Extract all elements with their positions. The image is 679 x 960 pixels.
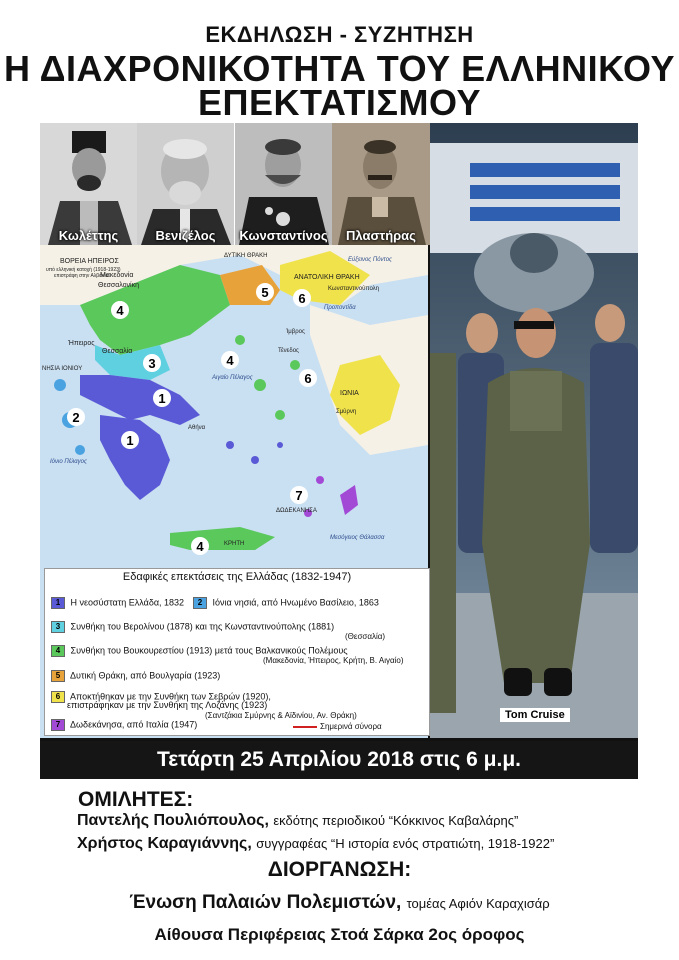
svg-text:7: 7	[295, 488, 303, 503]
legend-swatch: 5	[51, 670, 65, 682]
map-label: ΚΡΗΤΗ	[224, 541, 245, 547]
speaker-2	[77, 835, 554, 853]
organizer-name: Ένωση Παλαιών Πολεμιστών,	[129, 892, 402, 913]
portrait-konstantinos-image	[235, 123, 332, 245]
map-label: Ίμβρος	[286, 329, 305, 335]
map-label: Εύξεινος Πόντος	[348, 257, 392, 263]
region-number	[143, 354, 161, 372]
region-number	[191, 537, 209, 555]
svg-text:6: 6	[298, 291, 306, 306]
map-label: Ήπειρος	[68, 340, 95, 347]
portrait-plastiras	[332, 123, 430, 245]
legend-subtext: (Θεσσαλία)	[345, 632, 386, 641]
border-line-icon	[293, 726, 317, 728]
legend-swatch: 6	[51, 691, 65, 703]
portrait-plastiras-image	[332, 123, 430, 245]
region-number	[67, 408, 85, 426]
portrait-caption: Πλαστήρας	[346, 228, 416, 243]
legend-row	[51, 670, 220, 682]
legend-row	[51, 597, 184, 609]
speaker-2-name: Χρήστος Καραγιάννης,	[77, 835, 252, 852]
region-number	[290, 486, 308, 504]
map-label: Μακεδονία	[100, 272, 134, 279]
svg-text:2: 2	[72, 410, 80, 425]
title-line-1: Η ΔΙΑΧΡΟΝΙΚΟΤΗΤΑ ΤΟΥ ΕΛΛΗΝΙΚΟΥ	[4, 48, 675, 89]
speaker-1-name: Παντελής Πουλιόπουλος,	[77, 812, 269, 829]
map-label: ΔΩΔΕΚΑΝΗΣΑ	[276, 508, 317, 514]
map-label: Κωνσταντινούπολη	[328, 286, 380, 292]
event-title	[0, 48, 679, 123]
legend-subtext: (Μακεδονία, Ήπειρος, Κρήτη, Β. Αιγαίο)	[263, 656, 404, 665]
portrait-venizelos-image	[137, 123, 234, 245]
svg-text:4: 4	[116, 303, 124, 318]
legend-swatch: 7	[51, 719, 65, 731]
map-label: ΔΥΤΙΚΗ ΘΡΑΚΗ	[224, 253, 268, 259]
legend-subtext: (Σαντζάκια Σμύρνης & Αϊδινίου, Αν. Θράκη)	[205, 711, 357, 720]
svg-text:6: 6	[304, 371, 312, 386]
portrait-caption: Βενιζέλος	[155, 228, 216, 243]
speakers-heading: ΟΜΙΛΗΤΕΣ:	[78, 788, 194, 811]
map-label: Ιόνιο Πέλαγος	[50, 459, 87, 465]
portrait-caption: Κωνσταντίνος	[239, 228, 328, 243]
pilot-photo	[430, 123, 638, 738]
legend-swatch: 3	[51, 621, 65, 633]
svg-text:5: 5	[261, 285, 269, 300]
legend-row	[51, 621, 334, 633]
legend-swatch: 4	[51, 645, 65, 657]
region-number	[256, 283, 274, 301]
title-line-2: ΕΠΕΚΤΑΤΙΣΜΟΥ	[198, 82, 481, 123]
organizer-sector: τομέας Αφιόν Καραχισάρ	[406, 896, 550, 911]
legend-row	[51, 719, 197, 731]
portrait-caption: Κωλέττης	[58, 228, 119, 243]
map-label: Αθήνα	[188, 425, 206, 431]
map-label: ΝΗΣΙΑ ΙΟΝΙΟΥ	[42, 366, 83, 372]
legend-swatch: 1	[51, 597, 65, 609]
region-number	[293, 289, 311, 307]
legend-subtext: επιστράφηκαν με την Συνθήκη της Λοζάνης (1923)	[67, 700, 268, 710]
map-label: ΑΝΑΤΟΛΙΚΗ ΘΡΑΚΗ	[294, 274, 360, 281]
portrait-kolettis	[40, 123, 137, 245]
portrait-venizelos	[137, 123, 234, 245]
region-number	[299, 369, 317, 387]
speaker-1	[77, 812, 518, 830]
region-number	[121, 431, 139, 449]
region-number	[153, 389, 171, 407]
organizer-line	[0, 892, 679, 914]
legend-text: Δυτική Θράκη, από Βουλγαρία (1923)	[70, 670, 221, 681]
map-label: Σμύρνη	[336, 409, 357, 415]
map-label: υπό ελληνική κατοχή (1918-1923)	[46, 267, 121, 273]
legend-row	[193, 597, 379, 609]
photo-caption: Tom Cruise	[500, 708, 570, 722]
event-date: Τετάρτη 25 Απριλίου 2018 στις 6 μ.μ.	[40, 741, 638, 779]
legend-border-key	[293, 722, 382, 731]
venue: Αίθουσα Περιφέρειας Στοά Σάρκα 2ος όροφος	[154, 925, 525, 944]
svg-text:3: 3	[148, 356, 156, 371]
map-label: Θεσσαλονίκη	[98, 282, 139, 289]
legend-text: Ιόνια νησιά, από Ηνωμένο Βασίλειο, 1863	[212, 597, 379, 608]
legend-border-label: Σημερινά σύνορα	[320, 722, 382, 731]
map-legend	[44, 568, 430, 736]
legend-swatch: 2	[193, 597, 207, 609]
legend-text: Δωδεκάνησα, από Ιταλία (1947)	[70, 719, 198, 730]
event-kicker: ΕΚΔΗΛΩΣΗ - ΣΥΖΗΤΗΣΗ	[205, 22, 474, 47]
legend-text: Συνθήκη του Βουκουρεστίου (1913) μετά τους Βαλκανικούς Πολέμους	[70, 645, 348, 656]
map-label: ΒΟΡΕΙΑ ΗΠΕΙΡΟΣ	[60, 258, 119, 265]
svg-text:4: 4	[226, 353, 234, 368]
speaker-2-role: συγγραφέας “Η ιστορία ενός στρατιώτη, 1918-1922”	[256, 836, 555, 851]
svg-text:4: 4	[196, 539, 204, 554]
pilot-photo-image	[430, 123, 638, 738]
portrait-konstantinos	[235, 123, 332, 245]
legend-text: Αποκτήθηκαν με την Συνθήκη των Σεβρών (1920),	[70, 691, 271, 702]
svg-text:1: 1	[158, 391, 166, 406]
map-label: Θεσσαλία	[102, 348, 133, 355]
region-number	[111, 301, 129, 319]
map-label: Τένεδος	[278, 348, 299, 354]
legend-text: Η νεοσύστατη Ελλάδα, 1832	[70, 597, 185, 608]
portrait-kolettis-image	[40, 123, 137, 245]
map-label: Αιγαίο Πέλαγος	[212, 375, 253, 381]
legend-text: Συνθήκη του Βερολίνου (1878) και της Κωνσταντινούπολης (1881)	[70, 621, 335, 632]
region-number	[221, 351, 239, 369]
legend-title: Εδαφικές επεκτάσεις της Ελλάδας (1832-1947)	[122, 571, 352, 583]
organizer-heading: ΔΙΟΡΓΑΝΩΣΗ:	[267, 858, 412, 881]
map-label: ΙΩΝΙΑ	[340, 390, 359, 397]
map-label: επιστράφη στην Αλβανία	[54, 273, 109, 279]
map-label: Προποντίδα	[324, 305, 356, 311]
speaker-1-role: εκδότης περιοδικού “Κόκκινος Καβαλάρης”	[273, 813, 519, 828]
map-label: Μεσόγειος Θάλασσα	[330, 535, 385, 541]
portrait-strip	[40, 123, 430, 245]
svg-text:1: 1	[126, 433, 134, 448]
